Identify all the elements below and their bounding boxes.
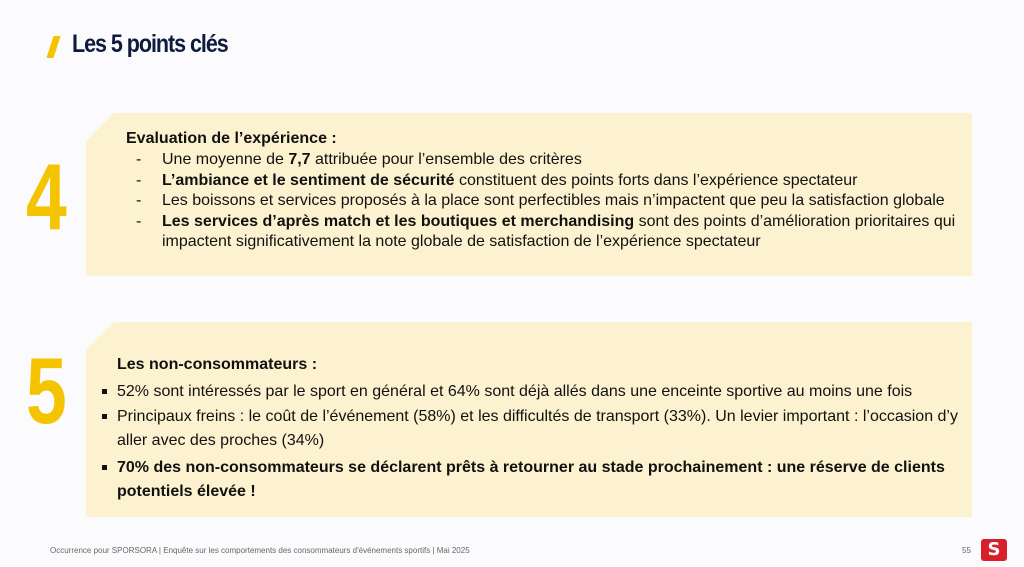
slide-title: Les 5 points clés <box>72 30 228 58</box>
title-accent-bar <box>46 36 60 58</box>
point-5-heading: Les non-consommateurs : <box>117 356 318 373</box>
list-item: - Les services d’après match et les boutiques et merchandising sont des points d’amélioration prioritaires qui impactent significativement la note globale de satisfaction de l’expérience spectateur <box>136 212 956 250</box>
square-bullet <box>102 465 107 470</box>
dash-bullet: - <box>136 192 142 209</box>
page-number: 55 <box>962 546 971 555</box>
dash-bullet: - <box>136 151 142 168</box>
square-bullet <box>102 389 107 394</box>
list-item: - Les boissons et services proposés à la place sont perfectibles mais n’impactent que peu la satisfaction globale <box>136 191 966 212</box>
dash-bullet: - <box>136 212 142 230</box>
point-4-list <box>136 150 966 253</box>
list-item: - L’ambiance et le sentiment de sécurité constituent des points forts dans l’expérience spectateur <box>136 171 966 192</box>
point-4-number: 4 <box>26 144 67 249</box>
square-bullet <box>102 414 107 419</box>
list-item: 70% des non-consommateurs se déclarent prêts à retourner au stade prochainement : une réserve de clients potentiels élevée ! <box>100 456 966 504</box>
footer-text: Occurrence pour SPORSORA | Enquête sur les comportements des consommateurs d'événements sportifs | Mai 2025 <box>50 546 470 555</box>
sporsora-logo: S <box>981 539 1007 561</box>
list-item: Principaux freins : le coût de l’événement (58%) et les difficultés de transport (33%). Un levier important : l’occasion d’y aller avec des proches (34%) <box>100 405 966 453</box>
point-5-number: 5 <box>26 338 67 443</box>
list-item: 52% sont intéressés par le sport en général et 64% sont déjà allés dans une enceinte sportive au moins une fois <box>100 380 966 404</box>
point-4-heading: Evaluation de l’expérience : <box>126 130 337 147</box>
dash-bullet: - <box>136 171 142 189</box>
point-5-list <box>100 380 966 505</box>
list-item: - Une moyenne de 7,7 attribuée pour l’ensemble des critères <box>136 150 966 171</box>
